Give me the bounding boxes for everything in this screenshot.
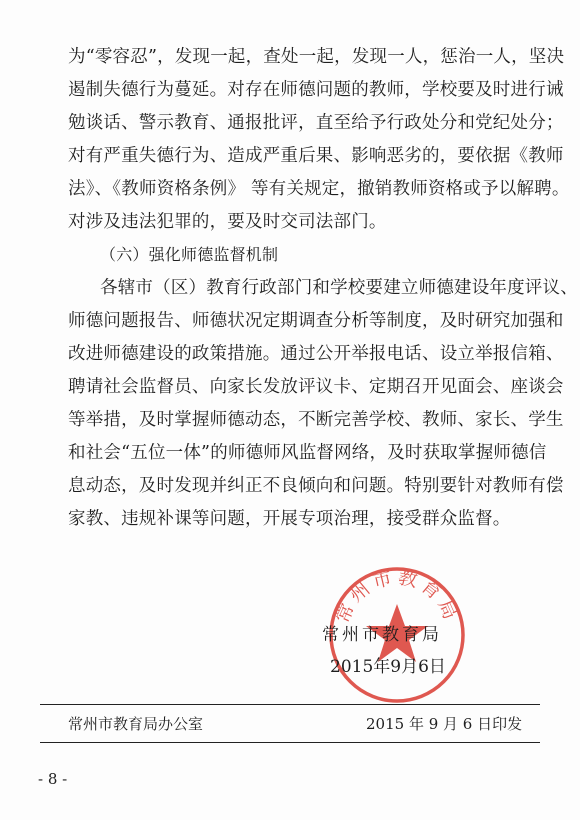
signature-org: 常州市教育局 xyxy=(322,625,442,645)
seal-text: 常州市教育局 xyxy=(331,566,463,627)
footer-rule-bottom xyxy=(40,742,540,743)
paragraph-line: 和社会“五位一体”的师德师风监督网络，及时获取掌握师德信 xyxy=(68,443,547,463)
section-heading: （六）强化师德监督机制 xyxy=(100,245,279,264)
paragraph-line: 各辖市（区）教育行政部门和学校要建立师德建设年度评议、 xyxy=(100,278,578,298)
page-number: - 8 - xyxy=(38,770,68,788)
paragraph-line: 师德问题报告、师德状况定期调查分析等制度，及时研究加强和 xyxy=(68,311,564,331)
footer-rule-top xyxy=(40,704,540,705)
body-line: 对有严重失德行为、造成严重后果、影响恶劣的，要依据《教师 xyxy=(68,146,564,166)
footer-printed-date: 2015 年 9 月 6 日印发 xyxy=(366,715,523,733)
paragraph-line: 息动态，及时发现并纠正不良倾向和问题。特别要针对教师有偿 xyxy=(68,476,564,496)
paragraph-line: 改进师德建设的政策措施。通过公开举报电话、设立举报信箱、 xyxy=(68,344,564,364)
body-line: 为“零容忍”，发现一起，查处一起，发现一人，惩治一人，坚决 xyxy=(68,47,565,67)
body-line: 对涉及违法犯罪的，要及时交司法部门。 xyxy=(68,212,387,232)
paragraph-line: 等举措，及时掌握师德动态，不断完善学校、教师、家长、学生 xyxy=(68,410,564,430)
body-line: 法》、《教师资格条例》 等有关规定，撤销教师资格或予以解聘。 xyxy=(68,179,570,199)
paragraph-line: 家教、违规补课等问题，开展专项治理，接受群众监督。 xyxy=(68,509,511,529)
signature-date: 2015年9月6日 xyxy=(330,657,446,677)
body-line: 遏制失德行为蔓延。对存在师德问题的教师，学校要及时进行诫 xyxy=(68,80,564,100)
paragraph-line: 聘请社会监督员、向家长发放评议卡、定期召开见面会、座谈会 xyxy=(68,377,564,397)
footer-issuer: 常州市教育局办公室 xyxy=(68,715,204,733)
body-line: 勉谈话、警示教育、通报批评，直至给予行政处分和党纪处分； xyxy=(68,113,564,133)
